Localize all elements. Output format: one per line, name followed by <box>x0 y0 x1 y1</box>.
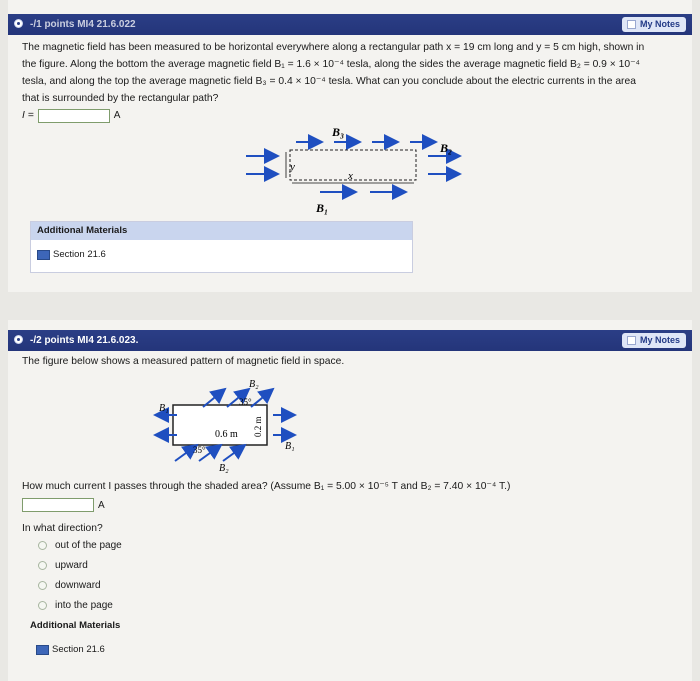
question-1-status-icon <box>14 19 23 28</box>
current-answer-input[interactable] <box>22 498 94 512</box>
question-1-points: -/1 points MI4 21.6.022 <box>30 19 136 30</box>
x-label: x <box>348 170 353 182</box>
height-label: 0.2 m <box>253 416 263 437</box>
current-answer-input[interactable] <box>38 109 110 123</box>
magnetic-field-figure <box>143 375 303 475</box>
question-1-header <box>8 14 692 35</box>
section-link[interactable] <box>31 247 412 263</box>
angle-bottom-label: 35° <box>193 445 206 455</box>
width-label: 0.6 m <box>215 429 238 440</box>
angle-top-label: 35° <box>239 397 252 407</box>
option-label: into the page <box>55 600 113 611</box>
question-2-header <box>8 330 692 351</box>
question-1-panel <box>8 0 692 292</box>
b2-bottom-label: B₂ <box>219 463 229 474</box>
my-notes-button[interactable]: My Notes <box>622 333 686 348</box>
rectangular-path-figure <box>238 118 478 218</box>
section-link-label: Section 21.6 <box>52 644 105 655</box>
option-label: upward <box>55 560 88 571</box>
radio-button[interactable] <box>38 581 47 590</box>
question-1-line: The magnetic field has been measured to be horizontal everywhere along a rectangular path x = 19 cm long and y = 5 cm high, shown in <box>22 42 645 53</box>
additional-materials-heading: Additional Materials <box>30 620 121 631</box>
radio-button[interactable] <box>38 541 47 550</box>
my-notes-button[interactable]: My Notes <box>622 17 686 32</box>
section-link-label: Section 21.6 <box>53 249 106 260</box>
question-1-line: the figure. Along the bottom the average magnetic field B₁ = 1.6 × 10⁻⁴ tesla, along the sides the average magnetic field B₂ = 0.9 × 10⁻⁴ <box>22 59 640 70</box>
b3-label: B₃ <box>332 125 345 139</box>
question-1-line: tesla, and along the top the average magnetic field B₃ = 0.4 × 10⁻⁴ tesla. What can you conclude about the electric currents in the area <box>22 76 636 87</box>
answer-unit: A <box>113 110 121 121</box>
answer-label: I = <box>22 110 34 121</box>
question-1-text <box>22 39 686 124</box>
additional-materials-heading: Additional Materials <box>31 222 412 240</box>
question-2-status-icon <box>14 335 23 344</box>
book-icon <box>36 645 49 655</box>
question-2-panel <box>8 320 692 681</box>
option-out-of-page[interactable] <box>38 540 122 551</box>
option-label: downward <box>55 580 101 591</box>
option-upward[interactable] <box>38 560 88 571</box>
option-into-page[interactable] <box>38 600 113 611</box>
radio-button[interactable] <box>38 601 47 610</box>
y-label: y <box>290 161 295 173</box>
section-link[interactable] <box>30 642 105 658</box>
option-downward[interactable] <box>38 580 101 591</box>
option-label: out of the page <box>55 540 122 551</box>
b1-right-label: B₁ <box>285 441 295 452</box>
b1-left-label: B₁ <box>159 403 169 414</box>
additional-materials-box <box>30 221 413 273</box>
question-2-intro: The figure below shows a measured pattern of magnetic field in space. <box>22 356 345 367</box>
question-1-line: that is surrounded by the rectangular path? <box>22 93 219 104</box>
answer-unit: A <box>98 499 105 511</box>
b2-top-label: B₂ <box>249 379 259 390</box>
radio-button[interactable] <box>38 561 47 570</box>
b1-label: B₁ <box>316 201 329 215</box>
b2-label: B₂ <box>440 141 453 155</box>
question-2-text: How much current I passes through the shaded area? (Assume B₁ = 5.00 × 10⁻⁵ T and B₂ = 7.40 × 10⁻⁴ T.) <box>22 481 511 492</box>
question-2-points: -/2 points MI4 21.6.023. <box>30 335 139 346</box>
book-icon <box>37 250 50 260</box>
direction-prompt: In what direction? <box>22 523 103 534</box>
